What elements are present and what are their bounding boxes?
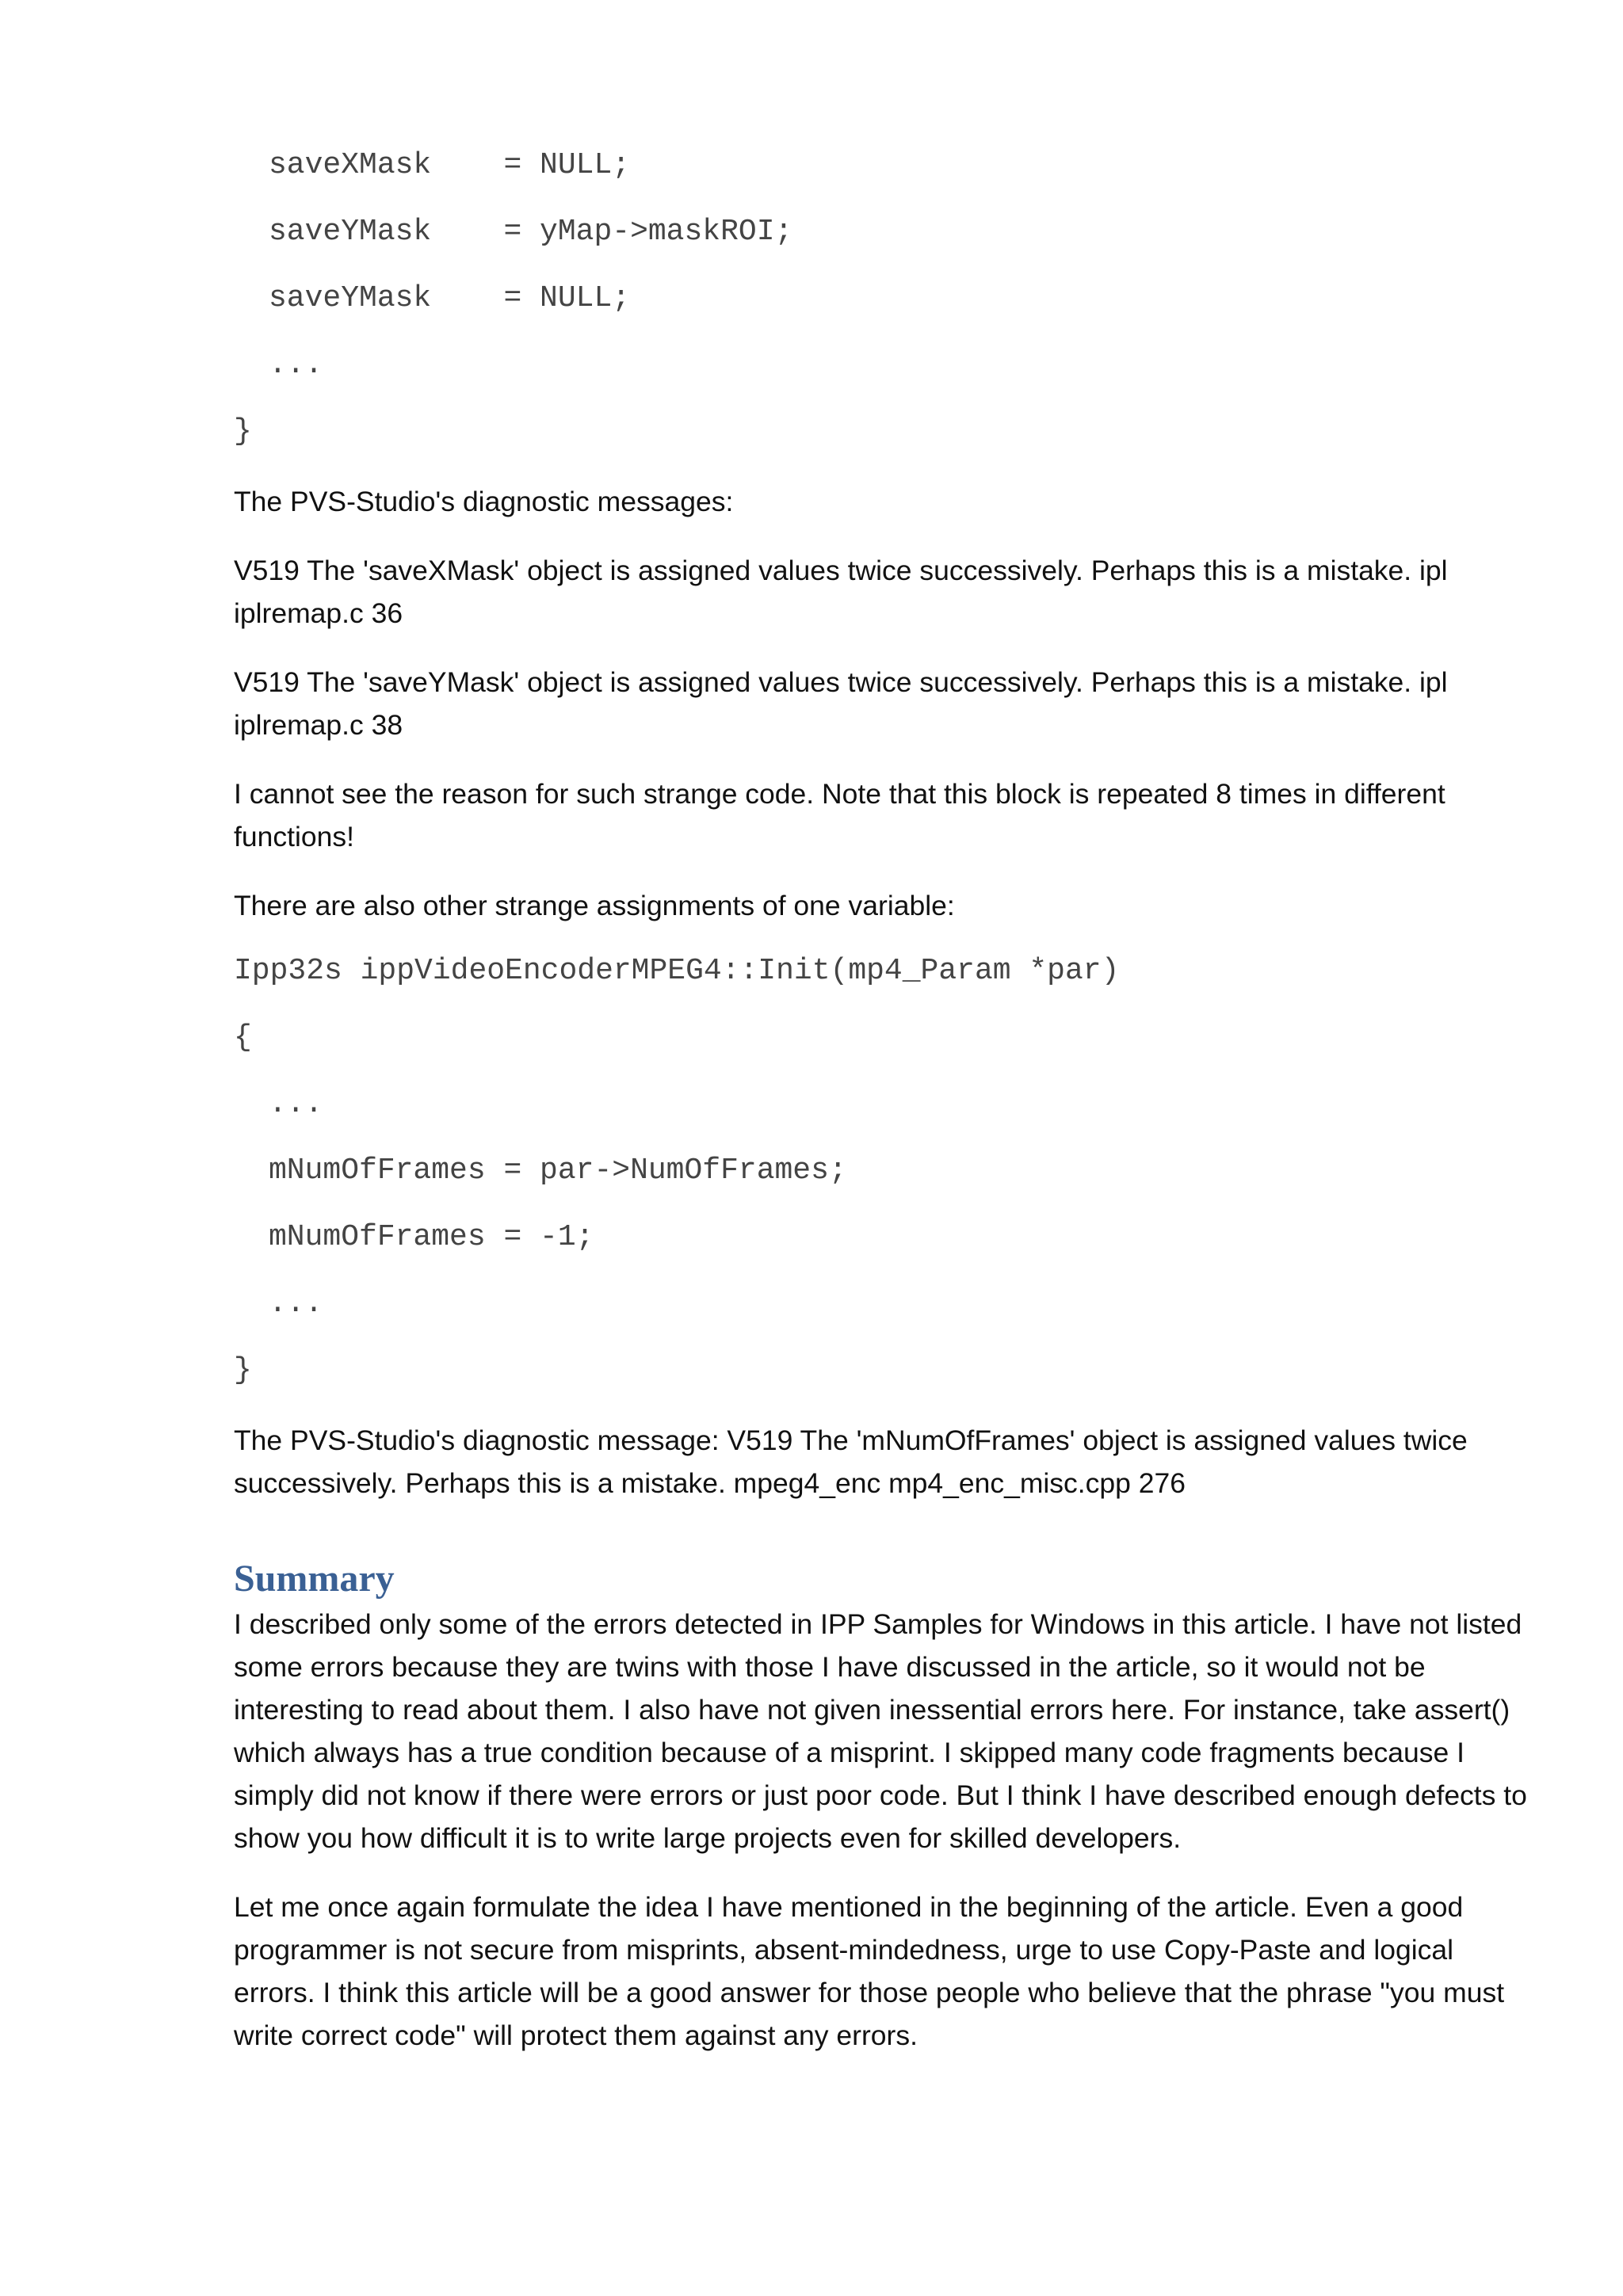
paragraph: The PVS-Studio's diagnostic messages:: [234, 486, 734, 517]
code-line: saveYMask = yMap->maskROI;: [269, 215, 793, 249]
code-line: ...: [269, 1087, 323, 1121]
paragraph: I cannot see the reason for such strange code. Note that this block is repeated 8 times in different functions!: [234, 778, 1445, 852]
paragraph: V519 The 'saveXMask' object is assigned values twice successively. Perhaps this is a mistake. ipl iplremap.c 36: [234, 555, 1448, 629]
section-heading-summary: Summary: [234, 1558, 395, 1600]
code-line: ...: [269, 1287, 323, 1321]
code-line: {: [234, 1020, 252, 1055]
paragraph: There are also other strange assignments of one variable:: [234, 890, 955, 921]
paragraph: The PVS-Studio's diagnostic message: V519 The 'mNumOfFrames' object is assigned values twice successively. Perhaps this is a mistake. mpeg4_enc mp4_enc_misc.cpp 276: [234, 1425, 1468, 1499]
summary-paragraph: I described only some of the errors detected in IPP Samples for Windows in this article. I have not listed some errors because they are twins with those I have discussed in the article, so it would not be interesting to read about them. I also have not given inessential errors here. For instance, take assert() which always has a true condition because of a misprint. I skipped many code fragments because I simply did not know if there were errors or just poor code. But I think I have described enough defects to show you how difficult it is to write large projects even for skilled developers.: [234, 1608, 1527, 1854]
code-line: saveYMask = NULL;: [269, 281, 631, 315]
code-line: Ipp32s ippVideoEncoderMPEG4::Init(mp4_Param *par): [234, 954, 1120, 988]
code-line: ...: [269, 348, 323, 382]
code-line: }: [234, 414, 252, 448]
code-block-mpeg4-init: [234, 953, 1533, 1389]
paragraph: V519 The 'saveYMask' object is assigned values twice successively. Perhaps this is a mistake. ipl iplremap.c 38: [234, 666, 1448, 741]
code-line: saveXMask = NULL;: [269, 148, 631, 182]
summary-paragraph: Let me once again formulate the idea I have mentioned in the beginning of the article. Even a good programmer is not secure from misprints, absent-mindedness, urge to use Copy-Paste and logical errors. I think this article will be a good answer for those people who believe that the phrase "you must write correct code" will protect them against any errors.: [234, 1891, 1505, 2051]
code-line: mNumOfFrames = par->NumOfFrames;: [269, 1154, 847, 1188]
document-content: [234, 147, 1533, 2083]
code-line: mNumOfFrames = -1;: [269, 1220, 594, 1254]
code-block-remap: [234, 147, 1533, 450]
code-line: }: [234, 1353, 252, 1387]
